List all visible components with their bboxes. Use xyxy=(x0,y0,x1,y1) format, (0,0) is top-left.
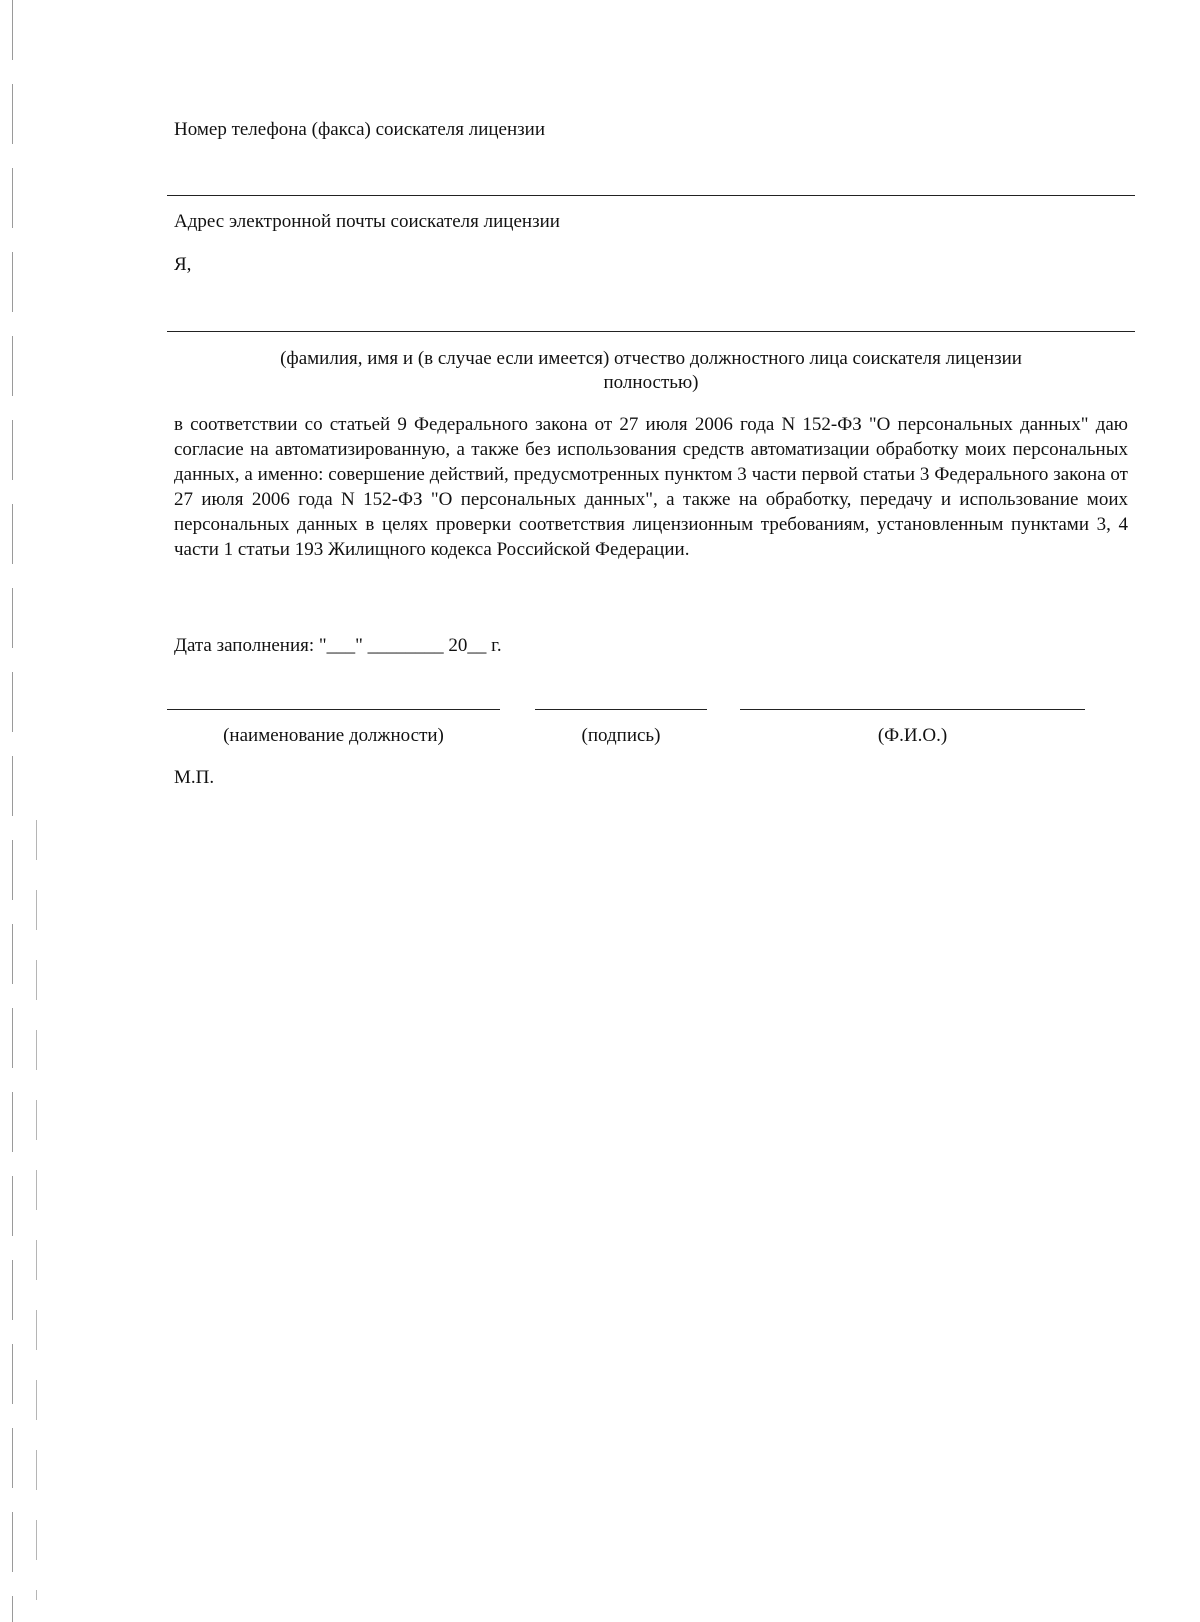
signature-fill-line xyxy=(535,709,707,710)
phone-label: Номер телефона (факса) соискателя лицензии xyxy=(174,119,546,140)
stamp-label: М.П. xyxy=(174,767,215,788)
ya-label: Я, xyxy=(174,254,192,275)
scan-edge-artifact-2 xyxy=(36,820,37,1600)
fio-fill-line xyxy=(740,709,1085,710)
signature-caption: (подпись) xyxy=(581,725,661,746)
scan-edge-artifact xyxy=(12,0,13,1622)
fio-caption: (Ф.И.О.) xyxy=(877,725,948,746)
position-fill-line xyxy=(167,709,500,710)
date-line: Дата заполнения: "___" ________ 20__ г. xyxy=(174,635,502,656)
name-caption-line2: полностью) xyxy=(603,372,699,393)
position-caption: (наименование должности) xyxy=(223,725,444,746)
name-fill-line xyxy=(167,331,1135,332)
phone-fill-line xyxy=(167,195,1135,196)
name-caption-line1: (фамилия, имя и (в случае если имеется) отчество должностного лица соискателя лицензии xyxy=(280,348,1022,369)
email-label: Адрес электронной почты соискателя лицензии xyxy=(174,211,560,232)
consent-paragraph: в соответствии со статьей 9 Федерального закона от 27 июля 2006 года N 152-ФЗ "О персональных данных" даю согласие на автоматизированную, а также без использования средств автоматизации обработку моих персональных данных, а именно: совершение действий, предусмотренных пунктом 3 части первой статьи 3 Федерального закона от 27 июля 2006 года N 152-ФЗ "О персональных данных", а также на обработку, передачу и использование моих персональных данных в целях проверки соответствия лицензионным требованиям, установленным пунктами 3, 4 части 1 статьи 193 Жилищного кодекса Российской Федерации. xyxy=(174,414,1128,560)
